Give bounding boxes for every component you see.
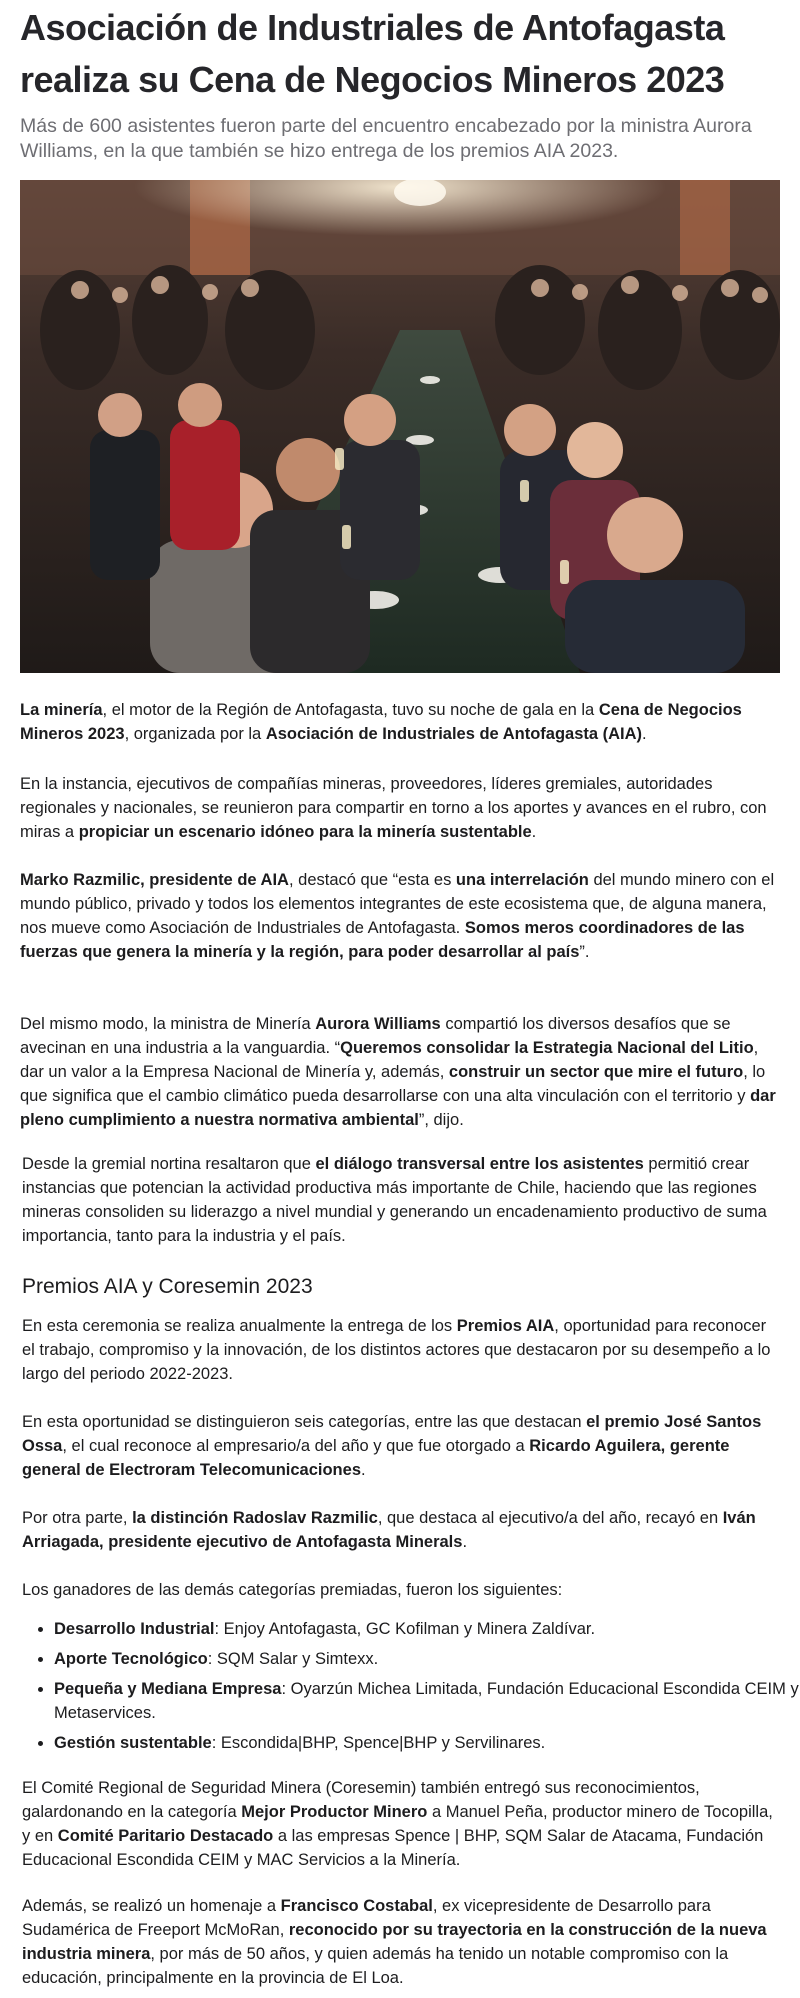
p11-text-1: Además, se realizó un homenaje a xyxy=(22,1897,281,1915)
category-winners: : Oyarzún Michea Limitada, Fundación Educacional Escondida CEIM y Metaservices. xyxy=(54,1680,799,1722)
p6-text-1: En esta ceremonia se realiza anualmente la entrega de los xyxy=(22,1317,457,1335)
list-item xyxy=(54,1617,800,1641)
p3-text-2: del mundo minero con el mundo público, privado y todos los elementos integrantes de este ecosistema que, de alguna manera, nos mueve como Asociación de Industriales de Antofagasta. xyxy=(20,871,775,937)
p8-text-2: , que destaca al ejecutivo/a del año, recayó en xyxy=(377,1509,723,1527)
category-name: Gestión sustentable xyxy=(54,1734,212,1752)
list-item xyxy=(54,1677,800,1725)
paragraph-6 xyxy=(22,1314,782,1386)
article-subtitle: Más de 600 asistentes fueron parte del encuentro encabezado por la ministra Aurora Williams, en la que también se hizo entrega de los premios AIA 2023. xyxy=(20,115,752,162)
p8-bold-2: Iván Arriagada, presidente ejecutivo de Antofagasta Minerals xyxy=(22,1509,756,1551)
paragraph-9: Los ganadores de las demás categorías premiadas, fueron los siguientes: xyxy=(22,1581,563,1599)
article-title: Asociación de Industriales de Antofagasta realiza su Cena de Negocios Mineros 2023 xyxy=(20,7,725,100)
p10-bold-2: Comité Paritario Destacado xyxy=(57,1827,274,1845)
p11-bold-2: reconocido por su trayectoria en la construcción de la nueva industria minera xyxy=(22,1921,767,1963)
p11-bold-1: Francisco Costabal xyxy=(280,1897,433,1915)
award-categories-list xyxy=(20,1617,800,1761)
p5-text-2: permitió crear instancias que potencian la actividad productiva más importante de Chile, haciendo que las regiones mineras consoliden su liderazgo a nivel mundial y generando un encadenamiento productivo de suma importancia, tanto para la industria y el país. xyxy=(22,1155,767,1245)
p4-text-4: , lo que significa que el cambio climático pueda desarrollarse con una alta vinculación con el territorio y xyxy=(20,1063,766,1105)
p8-text-1: Por otra parte, xyxy=(22,1509,133,1527)
p3-text-1: , destacó que “esta es xyxy=(288,871,456,889)
p4-bold-1: Aurora Williams xyxy=(315,1015,441,1033)
category-name: Aporte Tecnológico xyxy=(54,1650,208,1668)
p4-bold-2: Queremos consolidar la Estrategia Nacional del Litio xyxy=(340,1039,754,1057)
paragraph-2 xyxy=(20,772,780,844)
category-winners: : Enjoy Antofagasta, GC Kofilman y Minera Zaldívar. xyxy=(214,1620,596,1638)
paragraph-1 xyxy=(20,698,780,746)
p6-bold-1: Premios AIA xyxy=(456,1317,555,1335)
paragraph-4 xyxy=(20,1012,780,1132)
p1-text-1: , el motor de la Región de Antofagasta, tuvo su noche de gala en la xyxy=(102,701,599,719)
p4-text-2: compartió los diversos desafíos que se avecinan en una industria a la vanguardia. “ xyxy=(20,1015,731,1057)
category-winners: : SQM Salar y Simtexx. xyxy=(207,1650,379,1668)
paragraph-3 xyxy=(20,868,780,964)
paragraph-7 xyxy=(22,1410,782,1482)
p11-text-2: , ex vicepresidente de Desarrollo para Sudamérica de Freeport McMoRan, xyxy=(22,1897,711,1939)
p6-text-2: , oportunidad para reconocer el trabajo, compromiso y la innovación, de los distintos actores que destacaron por su desempeño a lo largo del periodo 2022-2023. xyxy=(22,1317,771,1383)
p3-text-3: ”. xyxy=(579,943,590,961)
category-name: Desarrollo Industrial xyxy=(54,1620,215,1638)
p5-bold-1: el diálogo transversal entre los asistentes xyxy=(315,1155,644,1173)
list-item xyxy=(54,1647,800,1671)
p3-bold-3: Somos meros coordinadores de las fuerzas que genera la minería y la región, para poder desarrollar al país xyxy=(20,919,745,961)
p2-text-1: En la instancia, ejecutivos de compañías mineras, proveedores, líderes gremiales, autoridades regionales y nacionales, se reunieron para compartir en torno a los aportes y avances en el rubro, con miras a xyxy=(20,775,767,841)
p4-text-1: Del mismo modo, la ministra de Minería xyxy=(20,1015,316,1033)
category-winners: : Escondida|BHP, Spence|BHP y Servilinares. xyxy=(211,1734,546,1752)
list-item xyxy=(54,1731,800,1755)
paragraph-10 xyxy=(22,1776,782,1872)
p1-bold-2: Cena de Negocios Mineros 2023 xyxy=(20,701,742,743)
paragraph-8 xyxy=(22,1506,782,1554)
p11-text-3: , por más de 50 años, y quien además ha tenido un notable compromiso con la educación, principalmente en la provincia de El Loa. xyxy=(22,1945,729,1987)
p7-text-2: , el cual reconoce al empresario/a del año y que fue otorgado a xyxy=(62,1437,530,1455)
category-name: Pequeña y Mediana Empresa xyxy=(54,1680,282,1698)
p1-text-3: . xyxy=(642,725,647,743)
p3-bold-2: una interrelación xyxy=(455,871,589,889)
section-heading: Premios AIA y Coresemin 2023 xyxy=(22,1275,313,1298)
p7-bold-2: Ricardo Aguilera, gerente general de Electroram Telecomunicaciones xyxy=(22,1437,730,1479)
p8-bold-1: la distinción Radoslav Razmilic xyxy=(132,1509,378,1527)
p10-text-3: a las empresas Spence | BHP, SQM Salar de Atacama, Fundación Educacional Escondida CEIM y MAC Servicios a la Minería. xyxy=(22,1827,764,1869)
p1-bold-3: Asociación de Industriales de Antofagasta (AIA) xyxy=(265,725,643,743)
p8-text-3: . xyxy=(462,1533,468,1551)
p7-text-1: En esta oportunidad se distinguieron seis categorías, entre las que destacan xyxy=(22,1413,587,1431)
p4-bold-3: construir un sector que mire el futuro xyxy=(448,1063,744,1081)
p4-bold-4: dar pleno cumplimiento a nuestra normativa ambiental xyxy=(20,1087,776,1129)
p7-text-3: . xyxy=(361,1461,366,1479)
p10-text-1: El Comité Regional de Seguridad Minera (Coresemin) también entregó sus reconocimientos, galardonando en la categoría xyxy=(22,1779,700,1821)
p10-bold-1: Mejor Productor Minero xyxy=(241,1803,428,1821)
p5-text-1: Desde la gremial nortina resaltaron que xyxy=(22,1155,316,1173)
paragraph-5 xyxy=(22,1152,782,1248)
event-photo xyxy=(20,180,780,673)
p2-text-2: . xyxy=(531,823,537,841)
p4-text-5: ”, dijo. xyxy=(418,1111,464,1129)
p2-bold-1: propiciar un escenario idóneo para la minería sustentable xyxy=(78,823,532,841)
paragraph-11 xyxy=(22,1894,782,1990)
p4-text-3: , dar un valor a la Empresa Nacional de Minería y, además, xyxy=(20,1039,759,1081)
p1-text-2: , organizada por la xyxy=(124,725,266,743)
p1-bold-1: La minería xyxy=(20,701,103,719)
p10-text-2: a Manuel Peña, productor minero de Tocopilla, y en xyxy=(22,1803,773,1845)
p7-bold-1: el premio José Santos Ossa xyxy=(22,1413,762,1455)
p3-bold-1: Marko Razmilic, presidente de AIA xyxy=(20,871,289,889)
